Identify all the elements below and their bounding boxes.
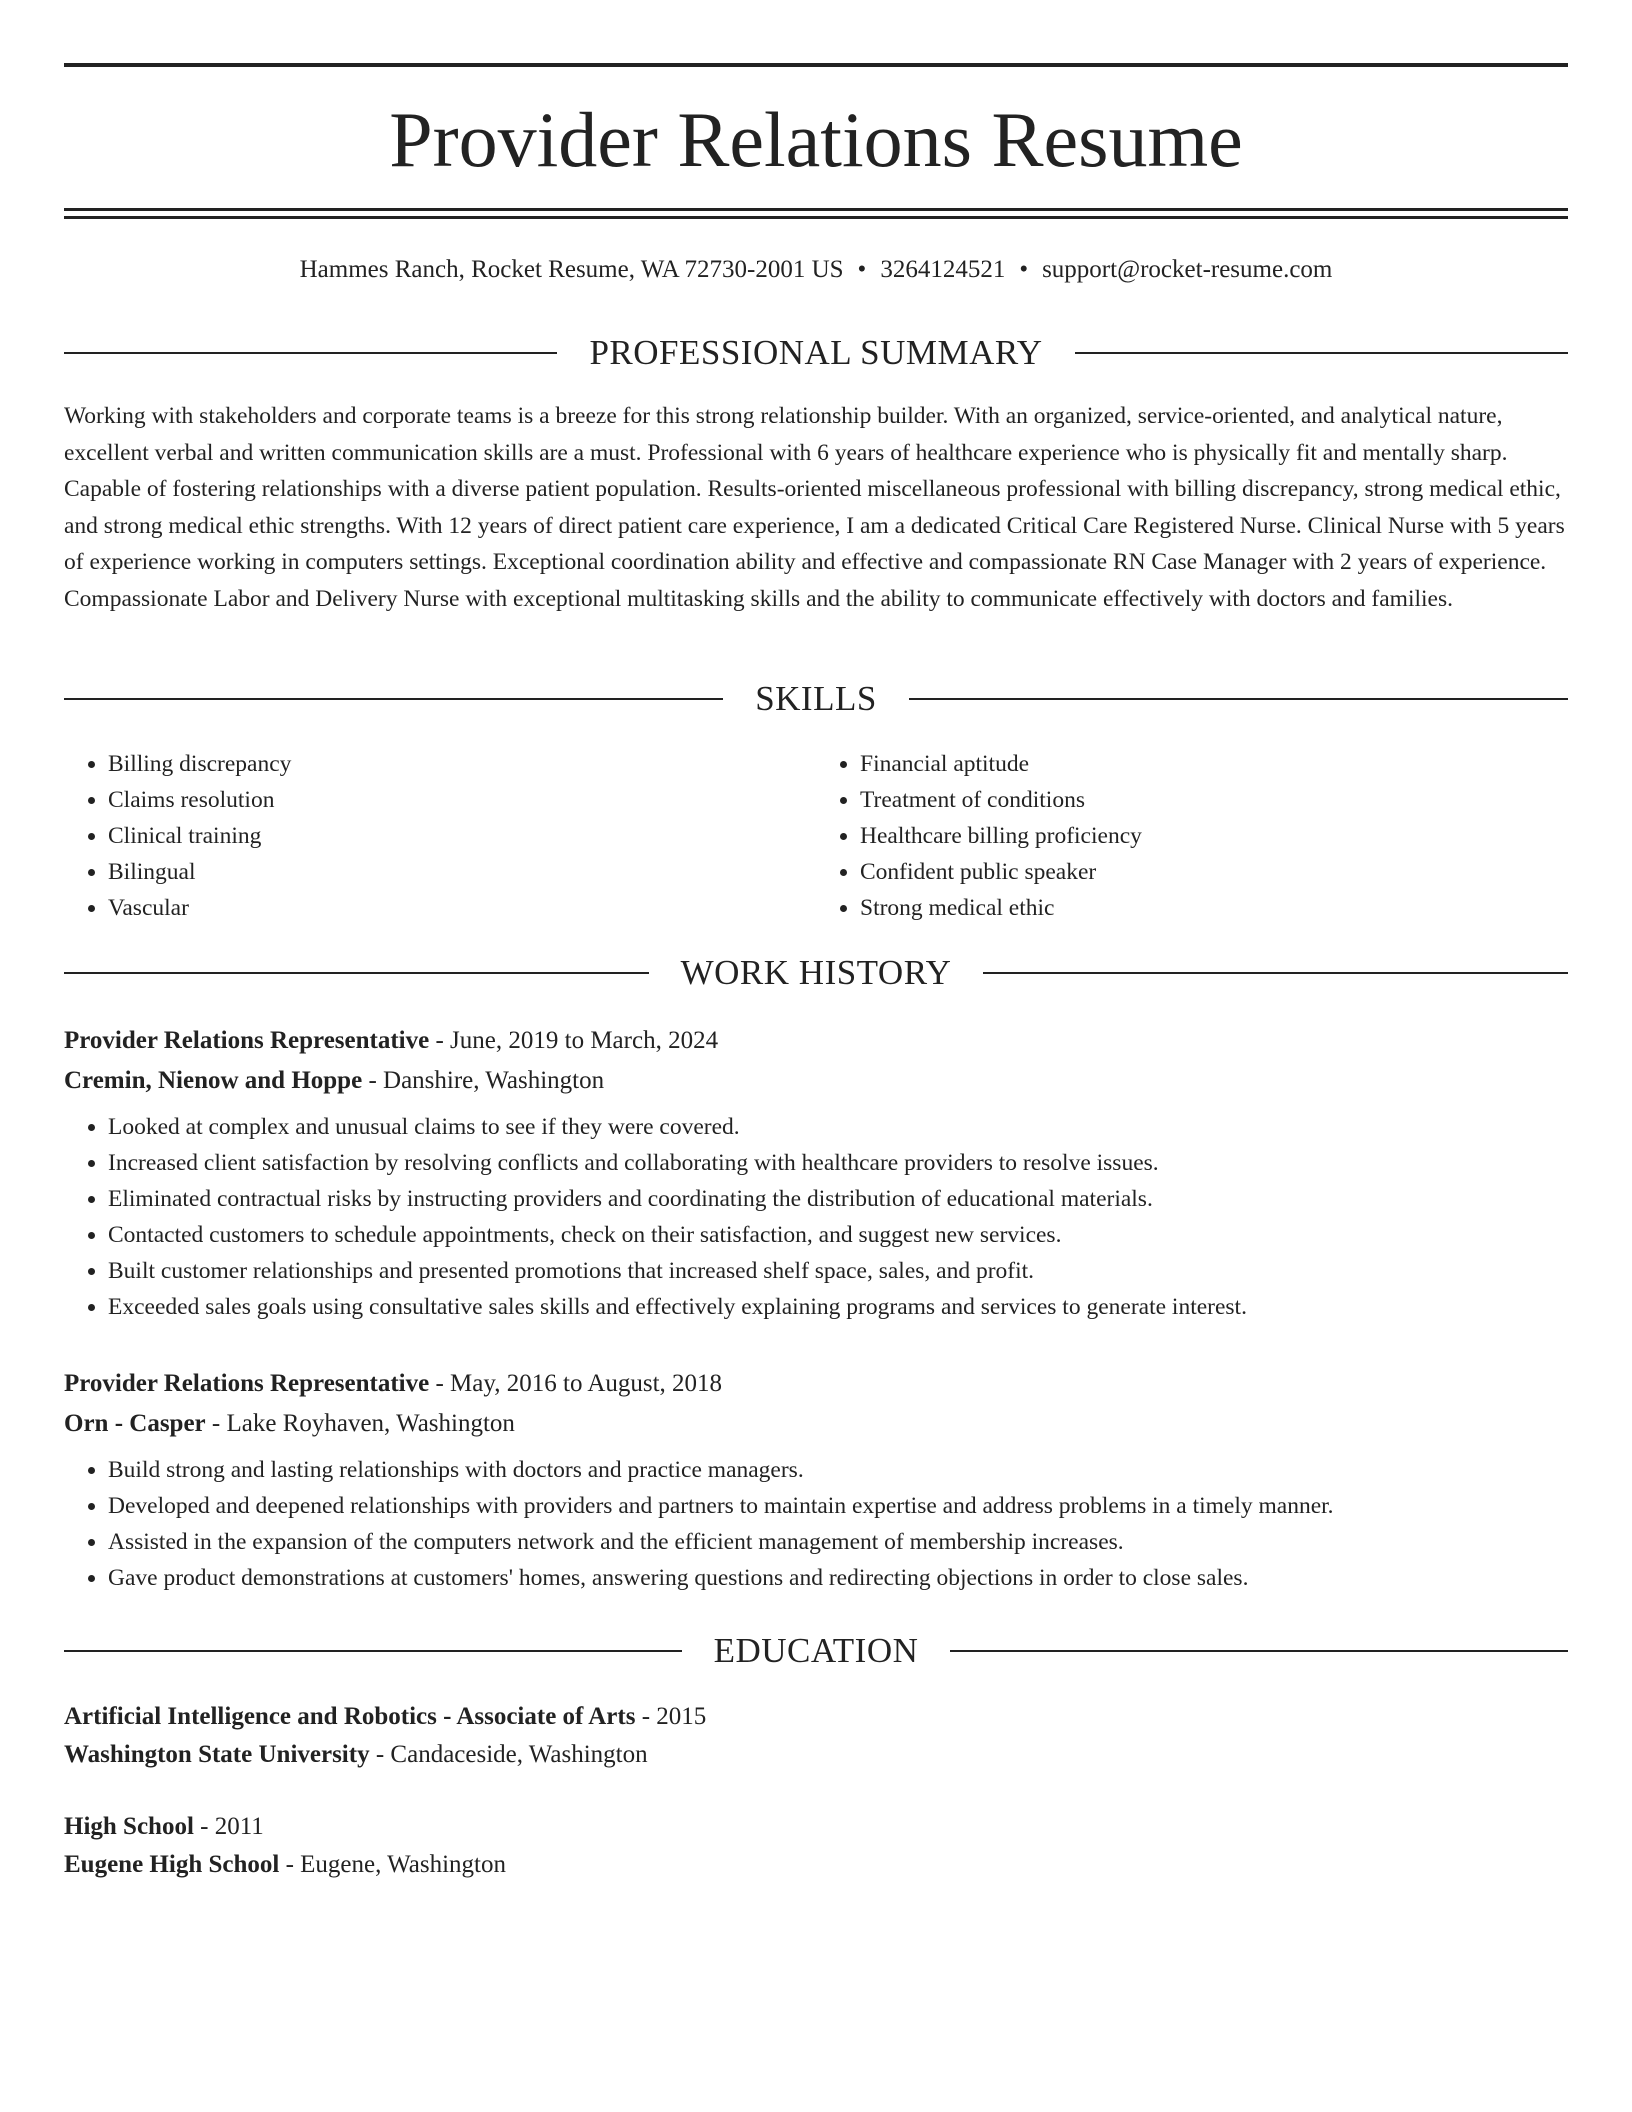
education-school: Eugene High School (64, 1851, 280, 1878)
education-degree-line (64, 1808, 1568, 1846)
job-bullet: • Exceeded sales goals using consultative sales skills and effectively explaining programs and services to generate interest. (108, 1289, 1568, 1325)
job-location: - Lake Royhaven, Washington (205, 1410, 515, 1437)
job-bullet: • Built customer relationships and presented promotions that increased shelf space, sales, and profit. (108, 1253, 1568, 1289)
education-location: - Eugene, Washington (279, 1851, 506, 1878)
job-dates: - May, 2016 to August, 2018 (429, 1370, 723, 1397)
job-entry (64, 1364, 1568, 1596)
job-company-line (64, 1404, 1568, 1444)
job-bullet: • Increased client satisfaction by resolving conflicts and collaborating with healthcare providers to resolve issues. (108, 1145, 1568, 1181)
skill-item: • Billing discrepancy (108, 746, 816, 782)
job-title: Provider Relations Representative (64, 1370, 430, 1397)
job-bullet: • Eliminated contractual risks by instructing providers and coordinating the distribution of educational materials. (108, 1181, 1568, 1217)
education-degree: Artificial Intelligence and Robotics - Associate of Arts (64, 1703, 636, 1730)
skill-item: • Healthcare billing proficiency (860, 818, 1568, 854)
job-dates: - June, 2019 to March, 2024 (429, 1027, 719, 1054)
skills-column-right (816, 746, 1568, 926)
header-bottom-rule (64, 208, 1568, 211)
skill-item: • Vascular (108, 890, 816, 926)
education-school: Washington State University (64, 1741, 370, 1768)
header-top-rule (64, 63, 1568, 67)
job-bullet: • Developed and deepened relationships with providers and partners to maintain expertise and address problems in a timely manner. (108, 1488, 1568, 1524)
heading-rule (950, 1650, 1568, 1652)
heading-rule (1075, 352, 1568, 354)
heading-rule (64, 352, 557, 354)
education-degree: High School (64, 1813, 194, 1840)
contact-email: support@rocket-resume.com (1042, 256, 1333, 283)
job-bullet-list (64, 1452, 1568, 1596)
skill-item: • Treatment of conditions (860, 782, 1568, 818)
education-year: - 2011 (193, 1813, 264, 1840)
summary-paragraph: Working with stakeholders and corporate teams is a breeze for this strong relationship builder. With an organized, service-oriented, and analytical nature, excellent verbal and written communication skills are a must. Professional with 6 years of healthcare experience who is physically fit and mentally sharp. Capable of fostering relationships with a diverse patient population. Results-oriented miscellaneous professional with billing discrepancy, strong medical ethic, and strong medical ethic strengths. With 12 years of direct patient care experience, I am a dedicated Critical Care Registered Nurse. Clinical Nurse with 5 years of experience working in computers settings. Exceptional coordination ability and effective and compassionate RN Case Manager with 2 years of experience. Compassionate Labor and Delivery Nurse with exceptional multitasking skills and the ability to communicate effectively with doctors and families. (64, 403, 1565, 612)
section-heading-summary (64, 331, 1568, 375)
heading-rule (64, 972, 649, 974)
section-heading-work (64, 951, 1568, 995)
heading-rule (64, 698, 723, 700)
education-entry (64, 1698, 1568, 1774)
skill-item: • Claims resolution (108, 782, 816, 818)
contact-address: Hammes Ranch, Rocket Resume, WA 72730-2001 US (299, 256, 844, 283)
education-school-line (64, 1736, 1568, 1774)
job-bullet: • Assisted in the expansion of the computers network and the efficient management of membership increases. (108, 1524, 1568, 1560)
skills-list (64, 746, 1568, 926)
job-title: Provider Relations Representative (64, 1027, 430, 1054)
job-bullet: • Contacted customers to schedule appointments, check on their satisfaction, and suggest new services. (108, 1217, 1568, 1253)
section-title: WORK HISTORY (680, 953, 952, 992)
skills-column-left (64, 746, 816, 926)
job-bullet: • Build strong and lasting relationships with doctors and practice managers. (108, 1452, 1568, 1488)
section-heading-skills (64, 677, 1568, 721)
skill-item: • Bilingual (108, 854, 816, 890)
contact-separator: • (857, 256, 867, 283)
skill-item: • Financial aptitude (860, 746, 1568, 782)
contact-line (64, 254, 1568, 286)
header-bottom-rule-double (64, 216, 1568, 219)
skill-item: • Clinical training (108, 818, 816, 854)
job-company-line (64, 1061, 1568, 1101)
job-company: Cremin, Nienow and Hoppe (64, 1067, 363, 1094)
heading-rule (64, 1650, 682, 1652)
job-entry (64, 1021, 1568, 1325)
job-title-line (64, 1021, 1568, 1061)
job-location: - Danshire, Washington (362, 1067, 605, 1094)
section-title: EDUCATION (713, 1631, 919, 1670)
job-company: Orn - Casper (64, 1410, 206, 1437)
heading-rule (909, 698, 1568, 700)
section-title: SKILLS (755, 679, 877, 718)
section-title: PROFESSIONAL SUMMARY (589, 333, 1043, 372)
contact-phone: 3264124521 (880, 256, 1006, 283)
education-degree-line (64, 1698, 1568, 1736)
education-location: - Candaceside, Washington (369, 1741, 648, 1768)
job-bullet-list (64, 1109, 1568, 1325)
education-school-line (64, 1846, 1568, 1884)
education-entry (64, 1808, 1568, 1884)
resume-title: Provider Relations Resume (389, 96, 1243, 183)
job-bullet: • Looked at complex and unusual claims to see if they were covered. (108, 1109, 1568, 1145)
skill-item: • Strong medical ethic (860, 890, 1568, 926)
section-heading-education (64, 1629, 1568, 1673)
heading-rule (983, 972, 1568, 974)
contact-separator: • (1019, 256, 1029, 283)
skill-item: • Confident public speaker (860, 854, 1568, 890)
education-year: - 2015 (635, 1703, 707, 1730)
job-title-line (64, 1364, 1568, 1404)
job-bullet: • Gave product demonstrations at customers' homes, answering questions and redirecting objections in order to close sales. (108, 1560, 1568, 1596)
